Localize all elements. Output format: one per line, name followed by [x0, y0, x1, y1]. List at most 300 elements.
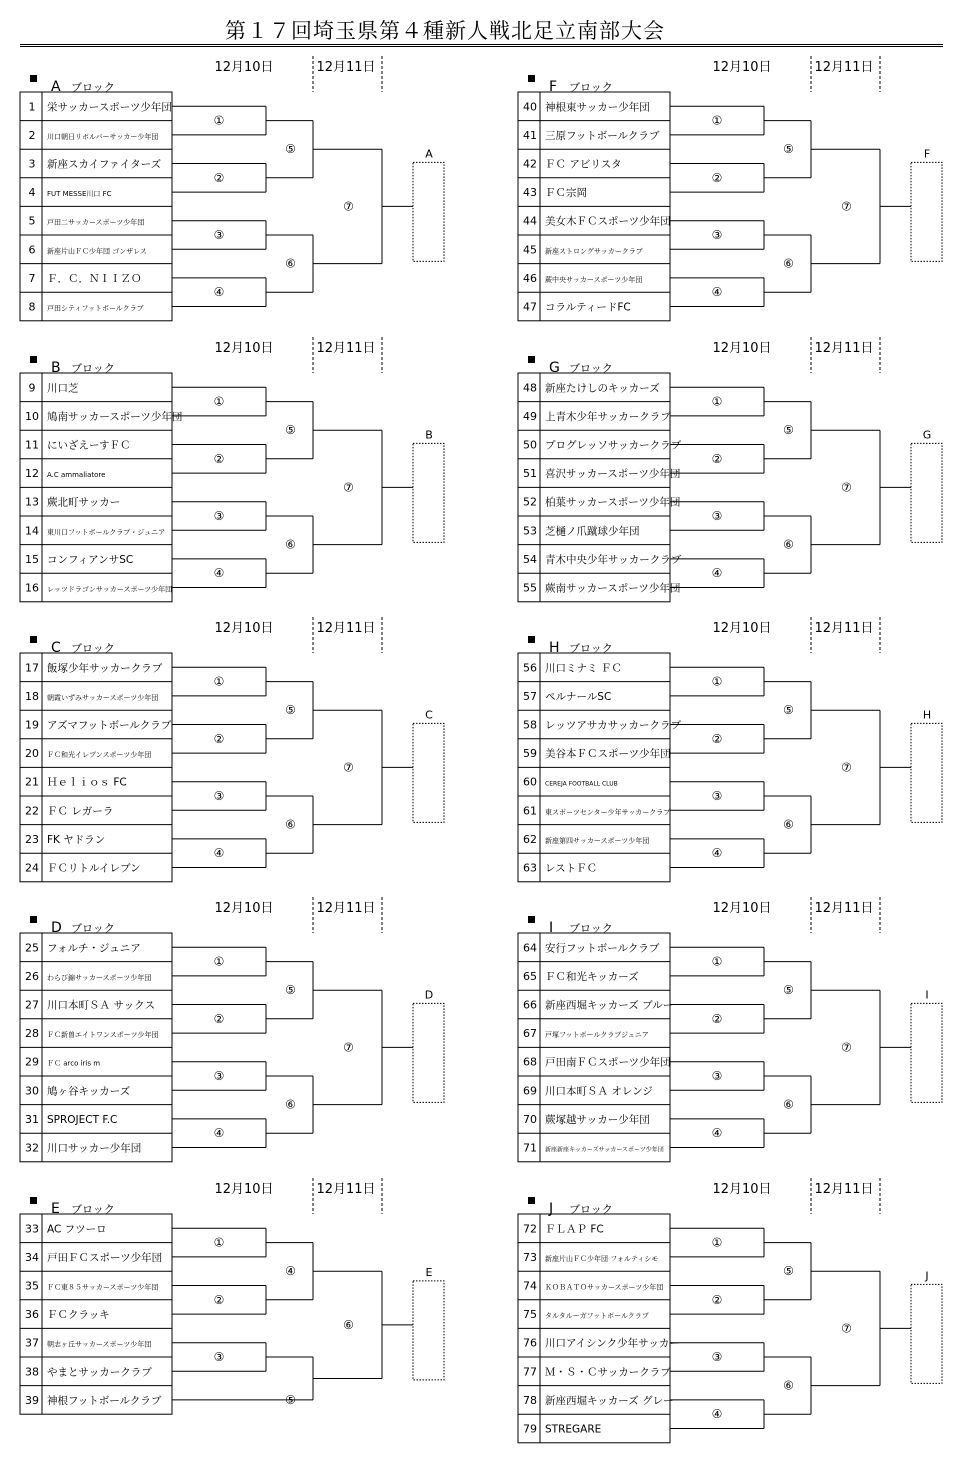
block-winner-label: H	[922, 708, 932, 722]
match-label-3: ③	[711, 1069, 723, 1083]
team-number: 16	[25, 581, 39, 595]
team-number: 46	[523, 271, 537, 285]
team-name: ＦＣ arco iris m	[47, 1059, 101, 1068]
team-name: 新座たけしのキッカーズ	[545, 382, 660, 395]
block-h	[518, 617, 942, 882]
block-winner-box	[413, 443, 444, 542]
match-label-3: ③	[711, 509, 723, 523]
match-label-3: ③	[711, 1350, 723, 1364]
team-name: 川口芝	[47, 382, 79, 395]
team-name: フォルチ・ジュニア	[47, 942, 141, 955]
block-bullet	[30, 636, 37, 643]
date-day2: 12月11日	[814, 621, 874, 636]
block-i	[518, 897, 942, 1162]
team-number: 59	[523, 747, 537, 761]
block-letter: E	[51, 1201, 60, 1217]
team-name: 朝志ヶ丘サッカースポーツ少年団	[47, 1340, 152, 1349]
team-number: 66	[523, 998, 537, 1012]
team-name: 川口朝日リボルバーサッカー少年団	[47, 132, 159, 141]
team-number: 23	[25, 832, 39, 846]
match-label-7: ⑦	[841, 480, 852, 495]
match-label-7: ⑦	[841, 760, 852, 775]
team-number: 78	[523, 1393, 537, 1407]
match-label-2: ②	[711, 731, 723, 746]
team-number: 33	[25, 1222, 39, 1236]
block-bullet	[528, 75, 535, 82]
team-number: 5	[28, 214, 36, 228]
block-f	[518, 56, 942, 321]
match-label-5: ⑤	[285, 983, 296, 998]
match-label-5: ⑤	[285, 142, 296, 157]
match-label-4: ④	[213, 1126, 225, 1141]
match-label-4: ④	[213, 846, 225, 861]
match-label-4: ④	[213, 285, 225, 300]
team-name: SPROJECT F.C	[47, 1113, 118, 1126]
block-word: ブロック	[71, 922, 115, 935]
match-label-6: ⑥	[783, 817, 794, 832]
team-name: CEREJA FOOTBALL CLUB	[545, 780, 618, 788]
team-number: 31	[25, 1112, 39, 1126]
team-name: 三原フットボールクラブ	[545, 129, 660, 142]
match-label-3: ③	[213, 789, 225, 803]
team-name: 戸田シティフットボールクラブ	[47, 304, 144, 313]
team-number: 24	[25, 861, 39, 875]
team-number: 61	[523, 804, 537, 818]
block-letter: B	[51, 360, 61, 376]
team-name: 朝霞いずみサッカースポーツ少年団	[47, 693, 159, 702]
team-number: 45	[523, 243, 537, 257]
team-number: 57	[523, 689, 537, 703]
date-day2: 12月11日	[316, 341, 376, 356]
match-label-5: ⑤	[285, 1392, 296, 1407]
team-number: 73	[523, 1250, 537, 1264]
team-name: 鳩ヶ谷キッカーズ	[47, 1085, 131, 1098]
team-name: 川口本町ＳＡ オレンジ	[545, 1085, 653, 1098]
team-name: 川口ミナミ ＦＣ	[545, 662, 622, 675]
team-name: 上青木少年サッカークラブ	[545, 410, 671, 423]
team-name: 川口アイシンク少年サッカー	[545, 1337, 680, 1350]
team-name: 安行フットボールクラブ	[545, 942, 660, 955]
block-g	[518, 337, 942, 602]
team-number: 14	[25, 524, 39, 538]
match-label-7: ⑦	[841, 1040, 852, 1055]
team-number: 8	[28, 300, 36, 314]
team-number: 19	[25, 718, 39, 732]
team-name: ＦＣクラッキ	[47, 1309, 110, 1322]
team-name: ＦＣリトルイレブン	[47, 862, 141, 875]
team-number: 64	[523, 941, 537, 955]
team-name: ＦＣ和光イレブンスポーツ少年団	[47, 751, 152, 760]
team-number: 18	[25, 689, 39, 703]
team-name: 美女木ＦＣスポーツ少年団	[545, 215, 671, 228]
block-bullet	[30, 75, 37, 82]
team-name: 飯塚少年サッカークラブ	[47, 662, 163, 675]
date-day1: 12月10日	[712, 60, 772, 75]
team-number: 38	[25, 1365, 39, 1379]
team-number: 7	[28, 271, 36, 285]
team-name: 蕨中央サッカースポーツ少年団	[545, 275, 643, 284]
date-day2: 12月11日	[814, 341, 874, 356]
team-number: 4	[28, 186, 36, 200]
match-label-1: ①	[213, 954, 225, 969]
match-label-2: ②	[711, 170, 723, 185]
block-bullet	[528, 916, 535, 923]
team-name: 新座スカイファイターズ	[47, 158, 162, 171]
block-winner-label: E	[425, 1265, 433, 1279]
match-label-2: ②	[711, 1011, 723, 1026]
block-word: ブロック	[569, 81, 613, 94]
team-number: 65	[523, 969, 537, 983]
match-label-3: ③	[213, 509, 225, 523]
team-number: 25	[25, 941, 39, 955]
match-label-2: ②	[711, 1292, 723, 1307]
block-letter: A	[51, 79, 61, 95]
team-name: タルタルーガフットボールクラブ	[545, 1312, 649, 1321]
match-label-3: ③	[213, 228, 225, 242]
team-name: 鳩南サッカースポーツ少年団	[47, 410, 183, 423]
block-winner-box	[911, 443, 942, 542]
match-label-2: ②	[213, 170, 225, 185]
team-number: 68	[523, 1055, 537, 1069]
team-name: レッツアサカサッカークラブ	[545, 719, 681, 732]
team-name: 川口本町ＳＡ サックス	[47, 999, 156, 1012]
match-label-1: ①	[711, 674, 723, 689]
block-letter: C	[51, 640, 61, 656]
match-label-2: ②	[213, 1011, 225, 1026]
block-bullet	[528, 636, 535, 643]
match-label-1: ①	[213, 674, 225, 689]
match-label-1: ①	[711, 113, 723, 128]
team-name: 川口サッカー少年団	[47, 1142, 142, 1155]
match-label-1: ①	[711, 954, 723, 969]
team-name: 蕨北町サッカー	[47, 496, 121, 509]
match-label-5: ⑤	[783, 703, 794, 718]
block-word: ブロック	[569, 922, 613, 935]
team-number: 41	[523, 128, 537, 142]
block-letter: F	[549, 79, 558, 95]
match-label-4: ④	[711, 846, 723, 861]
date-day1: 12月10日	[712, 901, 772, 916]
date-day1: 12月10日	[214, 621, 274, 636]
team-name: プログレッソサッカークラブ	[545, 439, 682, 452]
team-name: ペルナールSC	[545, 690, 612, 703]
block-e	[20, 1178, 444, 1414]
team-name: Ｍ・Ｓ・Ｃサッカークラブ	[545, 1366, 671, 1379]
match-label-6: ⑥	[783, 537, 794, 552]
page-title: 第１７回埼玉県第４種新人戦北足立南部大会	[225, 19, 665, 43]
team-number: 63	[523, 861, 537, 875]
block-b	[20, 337, 444, 602]
match-label-4: ④	[213, 566, 225, 581]
team-name: Ｆ．Ｃ．ＮＩＩＺＯ	[47, 272, 142, 285]
team-name: ＦＣ新曽エイトワンスポーツ少年団	[47, 1031, 159, 1040]
team-name: 蕨南サッカースポーツ少年団	[545, 582, 681, 595]
date-day1: 12月10日	[214, 341, 274, 356]
team-number: 49	[523, 409, 537, 423]
block-winner-label: B	[425, 428, 433, 442]
block-word: ブロック	[569, 362, 613, 375]
team-number: 35	[25, 1279, 39, 1293]
date-day1: 12月10日	[214, 901, 274, 916]
team-name: AC フツーロ	[47, 1223, 107, 1236]
team-name: 戸田ＦＣスポーツ少年団	[47, 1251, 163, 1264]
match-label-5: ⑤	[285, 423, 296, 438]
team-number: 6	[28, 243, 36, 257]
team-name: 新座新座キッカーズサッカースポーツ少年団	[545, 1146, 664, 1154]
match-label-6: ⑥	[343, 1317, 354, 1332]
block-bullet	[528, 356, 535, 363]
match-label-3: ③	[711, 789, 723, 803]
team-number: 13	[25, 495, 39, 509]
team-number: 22	[25, 804, 39, 818]
team-name: ＦＣ宗岡	[545, 187, 587, 200]
team-number: 10	[25, 409, 39, 423]
team-name: 新座西堀キッカーズ グレー	[545, 1394, 674, 1407]
team-number: 54	[523, 552, 537, 566]
match-label-1: ①	[213, 113, 225, 128]
team-number: 29	[25, 1055, 39, 1069]
match-label-6: ⑥	[285, 1097, 296, 1112]
team-number: 36	[25, 1308, 39, 1322]
team-number: 60	[523, 775, 537, 789]
team-name: わらび錦サッカースポーツ少年団	[47, 973, 152, 982]
match-label-2: ②	[213, 1292, 225, 1307]
team-number: 48	[523, 381, 537, 395]
match-label-7: ⑦	[343, 1040, 354, 1055]
team-number: 34	[25, 1250, 39, 1264]
match-label-1: ①	[213, 394, 225, 409]
match-label-2: ②	[213, 731, 225, 746]
team-name: レッツドラゴンサッカースポーツ少年団	[47, 585, 173, 594]
team-name: 神根東サッカー少年団	[545, 101, 650, 114]
team-name: 芝樋ノ爪蹴球少年団	[545, 525, 640, 538]
team-number: 62	[523, 832, 537, 846]
block-bullet	[30, 916, 37, 923]
match-label-7: ⑦	[841, 1321, 852, 1336]
block-letter: I	[549, 920, 554, 936]
team-number: 67	[523, 1027, 537, 1041]
block-letter: J	[549, 1201, 554, 1217]
team-number: 37	[25, 1336, 39, 1350]
team-number: 28	[25, 1027, 39, 1041]
block-bullet	[30, 356, 37, 363]
team-name: 戸塚フットボールクラブジュニア	[545, 1031, 649, 1040]
team-name: コンフィアンサSC	[47, 553, 134, 566]
team-number: 50	[523, 438, 537, 452]
date-day2: 12月11日	[814, 901, 874, 916]
block-winner-label: A	[425, 147, 433, 161]
team-number: 55	[523, 581, 537, 595]
team-name: FK ヤドラン	[47, 833, 106, 846]
match-label-2: ②	[711, 451, 723, 466]
block-winner-label: J	[925, 1269, 929, 1283]
block-word: ブロック	[71, 362, 115, 375]
team-name: 東スポーツセンター少年サッカークラブ	[545, 808, 671, 817]
block-winner-box	[413, 723, 444, 822]
team-number: 30	[25, 1084, 39, 1098]
team-name: 青木中央少年サッカークラブ	[545, 553, 682, 566]
team-name: 神根フットボールクラブ	[47, 1394, 162, 1407]
team-number: 52	[523, 495, 537, 509]
team-number: 11	[25, 438, 39, 452]
team-name: 柏葉サッカースポーツ少年団	[545, 496, 681, 509]
match-label-4: ④	[285, 1264, 296, 1279]
team-number: 43	[523, 186, 537, 200]
match-label-7: ⑦	[841, 199, 852, 214]
team-number: 74	[523, 1279, 537, 1293]
team-number: 76	[523, 1336, 537, 1350]
block-winner-label: D	[424, 988, 434, 1002]
match-label-6: ⑥	[783, 1378, 794, 1393]
block-winner-label: C	[425, 708, 433, 722]
team-name: ＦＣ レガーラ	[47, 805, 114, 818]
block-letter: D	[51, 920, 62, 936]
block-d	[20, 897, 444, 1162]
match-label-7: ⑦	[343, 199, 354, 214]
team-name: ＦＬＡＰ FC	[545, 1223, 604, 1236]
team-number: 32	[25, 1141, 39, 1155]
match-label-7: ⑦	[343, 760, 354, 775]
team-number: 27	[25, 998, 39, 1012]
match-label-6: ⑥	[285, 256, 296, 271]
team-number: 12	[25, 467, 39, 481]
team-number: 71	[523, 1141, 537, 1155]
match-label-5: ⑤	[783, 983, 794, 998]
match-label-5: ⑤	[783, 1264, 794, 1279]
team-number: 9	[28, 381, 36, 395]
match-label-6: ⑥	[783, 1097, 794, 1112]
team-name: 戸田南ＦＣスポーツ少年団	[545, 1056, 671, 1069]
match-label-6: ⑥	[285, 817, 296, 832]
match-label-5: ⑤	[285, 703, 296, 718]
block-winner-box	[911, 162, 942, 261]
team-number: 72	[523, 1222, 537, 1236]
team-name: やまとサッカークラブ	[47, 1366, 152, 1379]
team-number: 44	[523, 214, 537, 228]
block-word: ブロック	[71, 642, 115, 655]
team-number: 17	[25, 661, 39, 675]
team-name: ＫＯＢＡＴＯサッカースポーツ少年団	[545, 1283, 664, 1292]
block-winner-box	[911, 723, 942, 822]
block-letter: G	[549, 360, 560, 376]
team-name: 喜沢サッカースポーツ少年団	[545, 468, 681, 481]
team-name: ＦＣ和光キッカーズ	[545, 970, 639, 983]
team-name: 蕨塚越サッカー少年団	[545, 1113, 650, 1126]
block-a	[20, 56, 444, 321]
team-number: 69	[523, 1084, 537, 1098]
block-winner-label: I	[925, 988, 929, 1002]
team-number: 70	[523, 1112, 537, 1126]
block-winner-box	[911, 1003, 942, 1102]
team-number: 2	[28, 128, 36, 142]
date-day1: 12月10日	[214, 60, 274, 75]
match-label-1: ①	[711, 394, 723, 409]
block-word: ブロック	[569, 1203, 613, 1216]
team-number: 3	[28, 157, 36, 171]
block-winner-label: G	[922, 428, 932, 442]
team-number: 79	[523, 1422, 537, 1436]
team-number: 58	[523, 718, 537, 732]
team-name: Ｈｅｌｉｏｓ FC	[47, 776, 127, 789]
block-bullet	[30, 1197, 37, 1204]
date-day1: 12月10日	[712, 341, 772, 356]
team-name: 新座第四サッカースポーツ少年団	[545, 836, 650, 845]
date-day1: 12月10日	[214, 1182, 274, 1197]
team-name: STREGARE	[545, 1423, 602, 1436]
match-label-5: ⑤	[783, 142, 794, 157]
team-name: 新座西堀キッカーズ ブルー	[545, 999, 674, 1012]
block-winner-box	[413, 1281, 444, 1380]
team-number: 56	[523, 661, 537, 675]
team-number: 75	[523, 1308, 537, 1322]
match-label-4: ④	[711, 285, 723, 300]
team-name: レストＦＣ	[545, 862, 598, 875]
block-word: ブロック	[569, 642, 613, 655]
team-name: 新座片山ＦＣ少年団 フォルティシモ	[545, 1254, 659, 1263]
date-day2: 12月11日	[814, 1182, 874, 1197]
team-name: にいざえーすＦＣ	[47, 439, 131, 452]
date-day2: 12月11日	[316, 901, 376, 916]
match-label-5: ⑤	[783, 423, 794, 438]
team-number: 51	[523, 467, 537, 481]
team-name: 新座ストロングサッカークラブ	[545, 247, 643, 256]
block-winner-box	[413, 1003, 444, 1102]
match-label-3: ③	[213, 1069, 225, 1083]
block-winner-label: F	[923, 147, 931, 161]
date-day1: 12月10日	[712, 1182, 772, 1197]
date-day2: 12月11日	[814, 60, 874, 75]
block-winner-box	[911, 1284, 942, 1383]
date-day1: 12月10日	[712, 621, 772, 636]
match-label-1: ①	[711, 1235, 723, 1250]
block-letter: H	[549, 640, 560, 656]
match-label-3: ③	[711, 228, 723, 242]
team-name: コラルティードFC	[545, 301, 631, 314]
match-label-6: ⑥	[783, 256, 794, 271]
team-number: 21	[25, 775, 39, 789]
team-name: アズマフットボールクラブ	[47, 719, 172, 732]
team-name: ＦＣ東８５サッカースポーツ少年団	[47, 1283, 159, 1292]
date-day2: 12月11日	[316, 60, 376, 75]
date-day2: 12月11日	[316, 621, 376, 636]
match-label-2: ②	[213, 451, 225, 466]
match-label-4: ④	[711, 566, 723, 581]
team-name: 新座片山ＦＣ少年団 ゴンザレス	[47, 247, 147, 256]
block-bullet	[528, 1197, 535, 1204]
match-label-4: ④	[711, 1126, 723, 1141]
team-number: 20	[25, 747, 39, 761]
team-number: 40	[523, 100, 537, 114]
block-j	[518, 1178, 942, 1443]
team-name: A.C ammaliatore	[47, 471, 106, 480]
team-number: 39	[25, 1393, 39, 1407]
team-name: 戸田二サッカースポーツ少年団	[47, 218, 145, 227]
team-number: 42	[523, 157, 537, 171]
team-name: 美谷本ＦＣスポーツ少年団	[545, 748, 671, 761]
team-name: FUT MESSE川口 FC	[47, 190, 112, 199]
team-number: 26	[25, 969, 39, 983]
team-name: ＦＣ アビリスタ	[545, 158, 622, 171]
team-number: 47	[523, 300, 537, 314]
team-number: 53	[523, 524, 537, 538]
match-label-7: ⑦	[343, 480, 354, 495]
date-day2: 12月11日	[316, 1182, 376, 1197]
team-name: 東川口フットボールクラブ・ジュニア	[47, 528, 166, 537]
block-word: ブロック	[71, 1203, 115, 1216]
team-number: 15	[25, 552, 39, 566]
team-number: 1	[28, 100, 36, 114]
block-word: ブロック	[71, 81, 115, 94]
